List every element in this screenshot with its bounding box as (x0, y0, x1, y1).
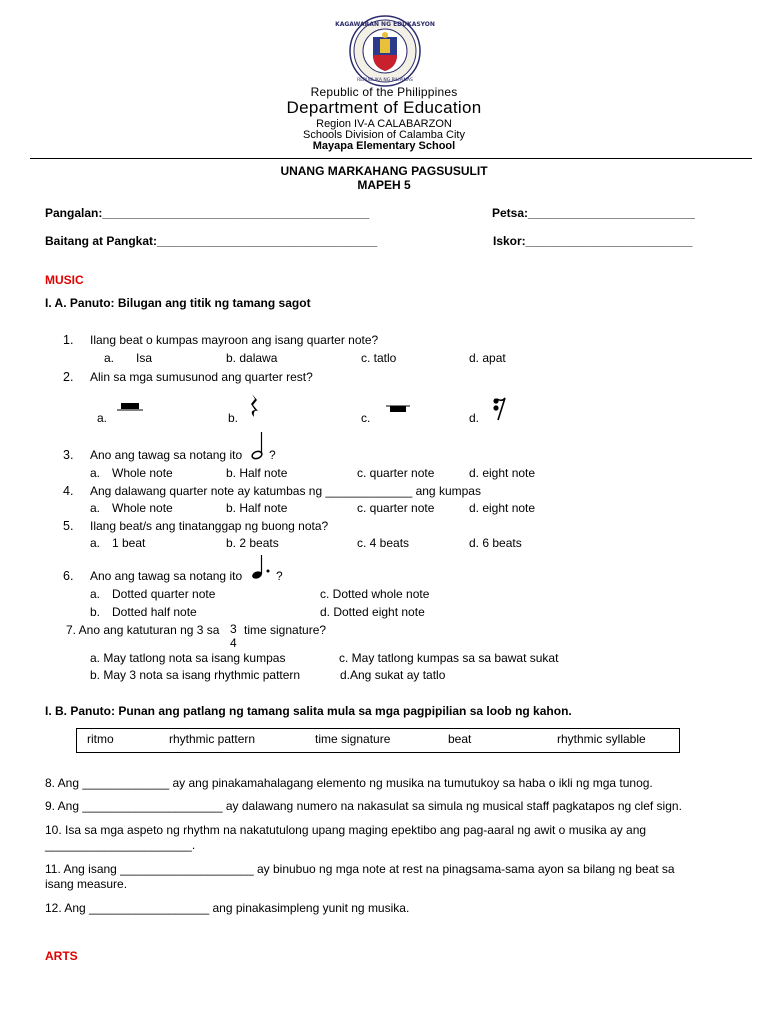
q3-after-mark: ? (269, 448, 276, 462)
q5-choice-c[interactable]: c. 4 beats (357, 536, 410, 550)
eighth-rest-symbol (490, 396, 508, 422)
q11-text-continued: isang measure. (45, 877, 128, 891)
word-bank-choice: beat (448, 732, 472, 746)
time-signature-bottom: 4 (230, 636, 237, 650)
q4-choice-b[interactable]: b. Half note (226, 501, 288, 515)
q7-choice-a[interactable]: a. May tatlong nota sa isang kumpas (90, 651, 286, 665)
q5-choice-a[interactable]: 1 beat (112, 536, 146, 550)
q11-text[interactable]: 11. Ang isang ____________________ ay binubuo ng mga note at rest na pinagsama-sama ayon sa bilang ng beat sa (45, 862, 675, 876)
q6-text: Ano ang tawag sa notang ito (90, 569, 243, 583)
date-field[interactable]: Petsa:_________________________ (492, 206, 695, 220)
q9-text[interactable]: 9. Ang _____________________ ay dalawang numero na nakasulat sa simula ng musical staff pagkatapos ng clef sign. (45, 799, 682, 813)
school-name: Mayapa Elementary School (312, 140, 456, 152)
q1-choice-a-letter[interactable]: a. (104, 351, 115, 365)
seal-ring-bottom-text: REPUBLIKA NG PILIPINAS (357, 78, 413, 83)
q10-text: 10. Isa sa mga aspeto ng rhythm na nakatutulong upang maging epektibo ang pag-aaral ng awit o musika ay ang (45, 823, 647, 837)
music-heading: MUSIC (45, 273, 84, 287)
part-b-instruction: I. B. Panuto: Punan ang patlang ng tamang salita mula sa mga pagpipilian sa loob ng kahon. (45, 704, 572, 718)
q1-text: Ilang beat o kumpas mayroon ang isang quarter note? (90, 333, 379, 347)
quarter-rest-symbol (248, 393, 262, 419)
q6-after-mark: ? (276, 569, 283, 583)
q7-choice-b[interactable]: b. May 3 nota sa isang rhythmic pattern (90, 668, 301, 682)
half-note-symbol (251, 431, 267, 461)
half-rest-symbol (386, 405, 412, 417)
word-bank-choice: rhythmic syllable (557, 732, 646, 746)
q2-choice-a[interactable]: a. (97, 411, 108, 425)
time-signature-top: 3 (230, 622, 237, 636)
seal-ring-top-text: KAGAWARAN NG EDUKASYON (335, 21, 435, 28)
q3-choice-a[interactable]: Whole note (112, 466, 173, 480)
q4-choice-d[interactable]: d. eight note (469, 501, 536, 515)
q4-choice-a-letter[interactable]: a. (90, 501, 101, 515)
q5-choice-a-letter[interactable]: a. (90, 536, 101, 550)
q4-choice-c[interactable]: c. quarter note (357, 501, 435, 515)
dotted-quarter-note-symbol (251, 554, 273, 582)
q2-text: Alin sa mga sumusunod ang quarter rest? (90, 370, 313, 384)
score-field[interactable]: Iskor:_________________________ (493, 234, 693, 248)
q7-text-after: time signature? (244, 623, 327, 637)
word-bank-choice: time signature (315, 732, 391, 746)
q1-choice-a[interactable]: Isa (136, 351, 153, 365)
q3-choice-a-letter[interactable]: a. (90, 466, 101, 480)
q7-text: 7. Ano ang katuturan ng 3 sa (66, 623, 220, 637)
q6-choice-a-letter[interactable]: a. (90, 587, 101, 601)
q1-choice-c[interactable]: c. tatlo (361, 351, 397, 365)
q3-choice-c[interactable]: c. quarter note (357, 466, 435, 480)
q6-choice-c[interactable]: c. Dotted whole note (320, 587, 430, 601)
q4-choice-a[interactable]: Whole note (112, 501, 173, 515)
q7-choice-d[interactable]: d.Ang sukat ay tatlo (340, 668, 446, 682)
q6-number: 6. (63, 569, 74, 583)
department-name: Department of Education (286, 98, 482, 117)
q3-number: 3. (63, 448, 74, 462)
q12-text[interactable]: 12. Ang __________________ ang pinakasimpleng yunit ng musika. (45, 901, 410, 915)
q4-text: Ang dalawang quarter note ay katumbas ng _____________ ang kumpas (90, 484, 481, 498)
republic-line: Republic of the Philippines (310, 85, 458, 99)
q1-choice-d[interactable]: d. apat (469, 351, 506, 365)
q1-number: 1. (63, 333, 74, 347)
q8-text[interactable]: 8. Ang _____________ ay ang pinakamahalagang elemento ng musika na tumutukoy sa haba o ikli ng mga tunog. (45, 776, 653, 790)
q2-choice-d[interactable]: d. (469, 411, 480, 425)
arts-heading: ARTS (45, 949, 78, 963)
region-line: Region IV-A CALABARZON (316, 118, 452, 130)
q3-choice-d[interactable]: d. eight note (469, 466, 536, 480)
q2-number: 2. (63, 370, 74, 384)
q10-blank[interactable]: ______________________. (45, 838, 196, 852)
exam-subject: MAPEH 5 (357, 178, 411, 192)
exam-title: UNANG MARKAHANG PAGSUSULIT (280, 164, 488, 178)
q3-text: Ano ang tawag sa notang ito (90, 448, 243, 462)
q5-choice-b[interactable]: b. 2 beats (226, 536, 279, 550)
q7-choice-c[interactable]: c. May tatlong kumpas sa sa bawat sukat (339, 651, 559, 665)
q6-choice-d[interactable]: d. Dotted eight note (320, 605, 425, 619)
word-bank-choice: ritmo (87, 732, 114, 746)
q6-choice-a[interactable]: Dotted quarter note (112, 587, 216, 601)
q5-text: Ilang beat/s ang tinatanggap ng buong nota? (90, 519, 329, 533)
header-divider (30, 158, 752, 159)
word-bank-choice: rhythmic pattern (169, 732, 256, 746)
q4-number: 4. (63, 484, 74, 498)
whole-rest-symbol (117, 402, 145, 414)
grade-section-field[interactable]: Baitang at Pangkat:_________________________________ (45, 234, 378, 248)
word-bank-box (76, 728, 680, 753)
q3-choice-b[interactable]: b. Half note (226, 466, 288, 480)
part-a-instruction: I. A. Panuto: Bilugan ang titik ng tamang sagot (45, 296, 311, 310)
q1-choice-b[interactable]: b. dalawa (226, 351, 278, 365)
q5-number: 5. (63, 519, 74, 533)
deped-seal-logo (335, 15, 435, 87)
division-line: Schools Division of Calamba City (302, 129, 465, 141)
q6-choice-b-letter[interactable]: b. (90, 605, 101, 619)
q2-choice-c[interactable]: c. (361, 411, 371, 425)
name-field[interactable]: Pangalan:________________________________________ (45, 206, 370, 220)
q6-choice-b[interactable]: Dotted half note (112, 605, 197, 619)
q2-choice-b[interactable]: b. (228, 411, 239, 425)
q5-choice-d[interactable]: d. 6 beats (469, 536, 522, 550)
